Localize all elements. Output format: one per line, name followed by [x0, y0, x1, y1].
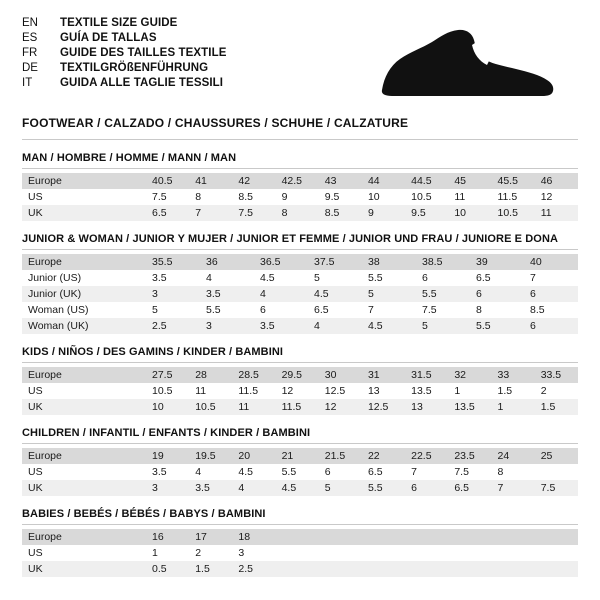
table-row	[22, 399, 578, 415]
cell: 4.5	[260, 272, 275, 284]
cell: 4	[206, 272, 212, 284]
cell: 18	[232, 529, 275, 545]
cell	[535, 529, 578, 545]
language-code: IT	[22, 77, 33, 89]
cell: 22.5	[405, 448, 448, 464]
cell: 31	[362, 367, 405, 383]
cell	[448, 545, 491, 561]
language-row	[22, 61, 227, 76]
cell: 4	[232, 480, 275, 496]
row-label: UK	[22, 561, 146, 577]
row-label: Europe	[22, 367, 146, 383]
cell: 10.5	[189, 399, 232, 415]
cell: 12.5	[324, 385, 346, 397]
cell: 3	[146, 480, 189, 496]
language-code: DE	[22, 62, 38, 74]
cell: 43	[319, 173, 362, 189]
cell: 35.5	[146, 254, 200, 270]
cell: 3.5	[189, 480, 232, 496]
section-divider	[22, 524, 578, 525]
dress-shoe-icon	[374, 28, 560, 106]
language-title: TEXTILGRÖßENFÜHRUNG	[60, 62, 209, 74]
cell	[405, 545, 448, 561]
cell	[362, 561, 405, 577]
cell: 3	[238, 547, 245, 559]
language-title: GUIDA ALLE TAGLIE TESSILI	[60, 77, 224, 89]
section-babies	[22, 508, 578, 577]
cell: 4	[195, 466, 202, 478]
cell: 8.5	[238, 191, 253, 203]
cell: 29.5	[276, 367, 319, 383]
cell: 24	[492, 448, 535, 464]
cell: 6	[422, 272, 428, 284]
table-row	[22, 189, 578, 205]
cell: 30	[319, 367, 362, 383]
cell: 7	[411, 466, 417, 478]
cell: 6.5	[367, 466, 383, 478]
cell: 7.5	[535, 480, 578, 496]
section-divider	[22, 168, 578, 169]
cell: 11.5	[276, 399, 319, 415]
row-label: UK	[22, 205, 146, 221]
cell: 46	[535, 173, 578, 189]
cell: 6.5	[476, 272, 491, 284]
cell	[276, 561, 319, 577]
cell: 10	[146, 399, 189, 415]
cell	[535, 561, 578, 577]
row-label: Europe	[22, 173, 146, 189]
cell: 36	[200, 254, 254, 270]
cell: 27.5	[146, 367, 189, 383]
cell: 31.5	[405, 367, 448, 383]
cell: 6.5	[146, 205, 189, 221]
cell: 3.5	[200, 286, 254, 302]
cell: 9	[281, 191, 288, 203]
cell: 3	[146, 286, 200, 302]
language-row	[22, 76, 227, 91]
cell: 39	[470, 254, 524, 270]
cell: 11.5	[497, 191, 518, 203]
cell: 4.5	[308, 286, 362, 302]
cell: 22	[362, 448, 405, 464]
cell	[535, 545, 578, 561]
cell: 13.5	[411, 385, 432, 397]
cell: 3.5	[254, 318, 308, 334]
cell	[492, 561, 535, 577]
cell: 37.5	[308, 254, 362, 270]
cell	[276, 529, 319, 545]
table-row	[22, 561, 578, 577]
cell: 5	[362, 286, 416, 302]
section-kids	[22, 346, 578, 415]
cell: 5.5	[416, 286, 470, 302]
cell: 3.5	[152, 272, 167, 284]
cell: 8.5	[530, 304, 545, 316]
cell: 6.5	[314, 304, 329, 316]
cell: 4.5	[276, 480, 319, 496]
cell: 1	[492, 399, 535, 415]
cell: 10	[367, 191, 380, 203]
cell: 2	[195, 547, 202, 559]
cell	[448, 529, 491, 545]
section-title: MAN / HOMBRE / HOMME / MANN / MAN	[22, 152, 237, 164]
cell: 44	[362, 173, 405, 189]
language-code: ES	[22, 32, 38, 44]
cell: 5	[152, 304, 158, 316]
language-title: GUÍA DE TALLAS	[60, 32, 157, 44]
cell	[492, 545, 535, 561]
cell: 9.5	[405, 205, 448, 221]
language-row	[22, 16, 227, 31]
row-label: Junior (UK)	[22, 286, 146, 302]
cell: 6	[524, 318, 578, 334]
table-row	[22, 383, 578, 399]
cell: 1.5	[535, 399, 578, 415]
section-title: KIDS / NIÑOS / DES GAMINS / KINDER / BAMBINI	[22, 346, 284, 358]
section-title: JUNIOR & WOMAN / JUNIOR Y MUJER / JUNIOR ET FEMME / JUNIOR UND FRAU / JUNIORE E DONA	[22, 233, 559, 245]
cell: 44.5	[405, 173, 448, 189]
cell	[535, 464, 578, 480]
cell: 11	[454, 191, 466, 203]
size-table-junior-woman	[22, 254, 578, 334]
size-table-children	[22, 448, 578, 496]
cell: 4	[254, 286, 308, 302]
cell: 19	[146, 448, 189, 464]
cell: 42	[232, 173, 275, 189]
cell: 4.5	[238, 466, 253, 478]
cell: 6	[324, 466, 331, 478]
cell: 23.5	[448, 448, 491, 464]
cell	[405, 529, 448, 545]
cell	[362, 545, 405, 561]
cell: 10.5	[411, 191, 432, 203]
row-label: Woman (US)	[28, 304, 89, 316]
table-row	[22, 270, 578, 286]
table-row	[22, 367, 578, 383]
section-divider	[22, 443, 578, 444]
cell: 1.5	[497, 385, 513, 397]
cell: 8	[195, 191, 202, 203]
cell: 10.5	[152, 385, 173, 397]
cell	[492, 529, 535, 545]
table-row	[22, 205, 578, 221]
cell: 9	[362, 205, 405, 221]
cell: 19.5	[189, 448, 232, 464]
cell: 41	[189, 173, 232, 189]
cell: 8	[497, 466, 504, 478]
size-table-kids	[22, 367, 578, 415]
cell: 33.5	[535, 367, 578, 383]
cell: 5	[314, 272, 320, 284]
cell: 13.5	[448, 399, 491, 415]
cell	[319, 545, 362, 561]
cell: 16	[146, 529, 189, 545]
table-row	[22, 480, 578, 496]
table-row	[22, 448, 578, 464]
cell: 32	[448, 367, 491, 383]
cell: 2.5	[232, 561, 275, 577]
cell: 5	[416, 318, 470, 334]
row-label: UK	[22, 480, 146, 496]
table-row	[22, 302, 578, 318]
cell: 6.5	[448, 480, 491, 496]
cell: 4.5	[362, 318, 416, 334]
row-label: Europe	[22, 448, 146, 464]
cell: 33	[492, 367, 535, 383]
cell: 7	[530, 272, 536, 284]
table-row	[22, 286, 578, 302]
cell: 7	[492, 480, 535, 496]
cell: 21	[276, 448, 319, 464]
cell: 6	[524, 286, 578, 302]
section-title: CHILDREN / INFANTIL / ENFANTS / KINDER / BAMBINI	[22, 427, 311, 439]
cell: 5.5	[281, 466, 297, 478]
cell: 9.5	[324, 191, 340, 203]
cell: 12	[540, 191, 553, 203]
row-label: Woman (UK)	[22, 318, 146, 334]
cell: 5.5	[206, 304, 221, 316]
row-label: UK	[22, 399, 146, 415]
cell	[405, 561, 448, 577]
cell	[319, 561, 362, 577]
cell: 11	[535, 205, 578, 221]
cell: 6	[405, 480, 448, 496]
cell: 25	[535, 448, 578, 464]
section-title: BABIES / BEBÉS / BÉBÉS / BABYS / BAMBINI	[22, 508, 266, 520]
cell: 5.5	[470, 318, 524, 334]
cell: 5.5	[362, 480, 405, 496]
document-header	[22, 16, 578, 108]
section-divider	[22, 249, 578, 250]
row-label: Europe	[22, 529, 146, 545]
cell: 45.5	[492, 173, 535, 189]
cell: 8.5	[319, 205, 362, 221]
cell: 7.5	[232, 205, 275, 221]
cell: 1	[454, 385, 461, 397]
cell: 6	[470, 286, 524, 302]
row-label: US	[28, 466, 43, 478]
cell: 4	[308, 318, 362, 334]
cell: 38.5	[416, 254, 470, 270]
cell: 21.5	[319, 448, 362, 464]
cell: 13	[367, 385, 380, 397]
cell: 11	[195, 385, 207, 397]
table-row	[22, 529, 578, 545]
cell: 7.5	[422, 304, 437, 316]
size-table-babies	[22, 529, 578, 577]
header-divider	[22, 139, 578, 140]
cell: 8	[476, 304, 482, 316]
section-divider	[22, 362, 578, 363]
cell: 1.5	[189, 561, 232, 577]
section-junior-woman	[22, 233, 578, 334]
row-label: US	[28, 191, 43, 203]
cell: 45	[448, 173, 491, 189]
row-label: Europe	[22, 254, 146, 270]
table-row	[22, 318, 578, 334]
cell: 40	[524, 254, 578, 270]
cell: 3.5	[152, 466, 167, 478]
cell: 11.5	[238, 385, 259, 397]
cell: 6	[260, 304, 266, 316]
cell: 1	[152, 547, 158, 559]
language-row	[22, 46, 227, 61]
row-label: Junior (US)	[28, 272, 82, 284]
language-title: GUIDE DES TAILLES TEXTILE	[60, 47, 227, 59]
cell: 17	[189, 529, 232, 545]
cell: 5.5	[368, 272, 383, 284]
cell: 11	[232, 399, 275, 415]
cell: 7.5	[454, 466, 469, 478]
cell: 7.5	[152, 191, 167, 203]
cell: 36.5	[254, 254, 308, 270]
language-title-table	[22, 16, 227, 91]
cell: 38	[362, 254, 416, 270]
cell	[276, 545, 319, 561]
cell: 5	[319, 480, 362, 496]
section-man	[22, 152, 578, 221]
cell: 7	[189, 205, 232, 221]
cell: 13	[405, 399, 448, 415]
cell: 12.5	[362, 399, 405, 415]
table-row	[22, 464, 578, 480]
cell: 7	[368, 304, 374, 316]
cell: 42.5	[276, 173, 319, 189]
category-line: FOOTWEAR / CALZADO / CHAUSSURES / SCHUHE / CALZATURE	[22, 116, 409, 130]
cell	[319, 529, 362, 545]
cell: 2	[540, 385, 547, 397]
table-row	[22, 545, 578, 561]
language-title: TEXTILE SIZE GUIDE	[60, 17, 178, 29]
cell: 2.5	[146, 318, 200, 334]
cell	[448, 561, 491, 577]
language-code: EN	[22, 17, 38, 29]
cell: 12	[281, 385, 294, 397]
table-row	[22, 173, 578, 189]
cell: 10	[448, 205, 491, 221]
cell	[362, 529, 405, 545]
cell: 0.5	[146, 561, 189, 577]
size-table-man	[22, 173, 578, 221]
row-label: US	[28, 385, 43, 397]
language-code: FR	[22, 47, 38, 59]
language-row	[22, 31, 227, 46]
row-label: US	[28, 547, 43, 559]
cell: 3	[200, 318, 254, 334]
cell: 40.5	[146, 173, 189, 189]
cell: 12	[319, 399, 362, 415]
table-row	[22, 254, 578, 270]
cell: 8	[276, 205, 319, 221]
cell: 10.5	[492, 205, 535, 221]
section-children	[22, 427, 578, 496]
cell: 28.5	[232, 367, 275, 383]
cell: 28	[189, 367, 232, 383]
cell: 20	[232, 448, 275, 464]
